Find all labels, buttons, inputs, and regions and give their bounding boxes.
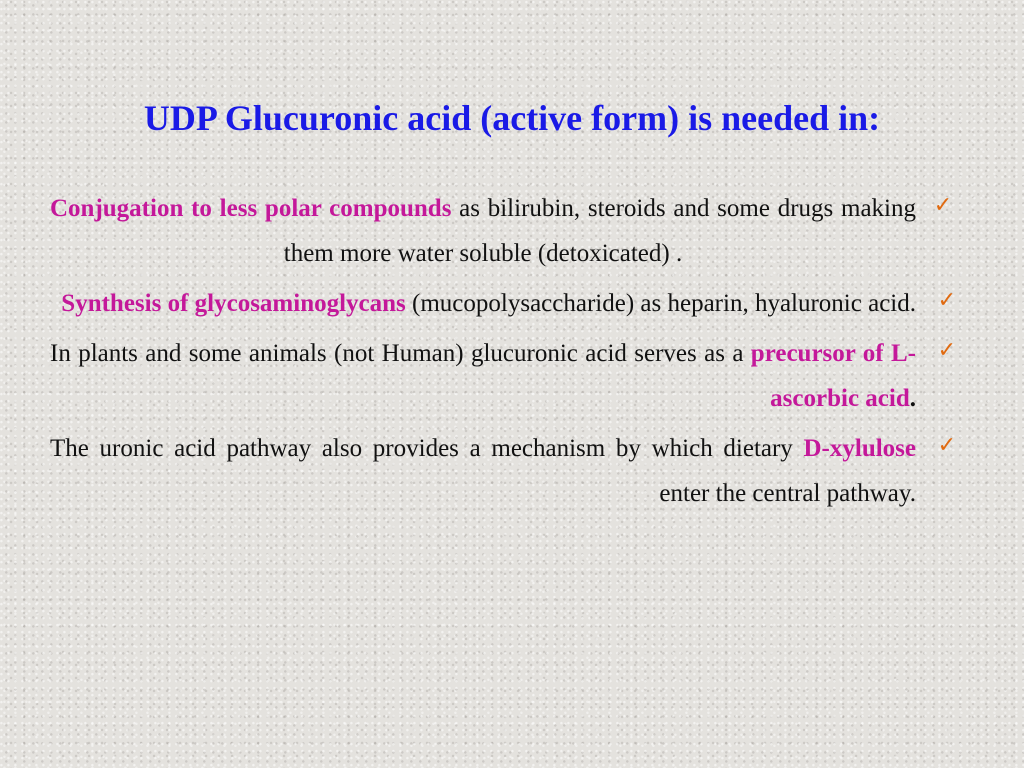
bullet-list (50, 186, 960, 521)
bullet-item-xylulose (50, 426, 960, 516)
bullet-text: (mucopolysaccharide) as heparin, hyaluronic acid. (405, 290, 916, 317)
bullet-item-conjugation (50, 186, 960, 276)
bullet-text-after: enter the central pathway. (659, 480, 916, 507)
bullet-item-ascorbic-acid (50, 331, 960, 421)
slide-title: UDP Glucuronic acid (active form) is needed in: (143, 98, 881, 138)
check-mark-icon: ✓ (937, 288, 956, 313)
bullet-text-after: . (909, 385, 916, 412)
check-mark-icon: ✓ (937, 433, 956, 458)
bullet-highlight: Conjugation to less polar compounds (50, 195, 452, 222)
bullet-highlight: D-xylulose (803, 435, 916, 462)
bullet-text-before: In plants and some animals (not Human) glucuronic acid serves as a (50, 340, 751, 367)
bullet-highlight: Synthesis of glycosaminoglycans (61, 290, 406, 317)
bullet-item-glycosaminoglycans (50, 281, 960, 326)
bullet-text-before: The uronic acid pathway also provides a mechanism by which dietary (50, 435, 804, 462)
bullet-text: as bilirubin, steroids and some drugs making them more water soluble (detoxicated) . (283, 195, 916, 267)
check-mark-icon: ✓ (937, 338, 956, 363)
check-mark-icon: ✓ (933, 193, 953, 218)
bullet-highlight: precursor of L-ascorbic acid (750, 340, 916, 412)
